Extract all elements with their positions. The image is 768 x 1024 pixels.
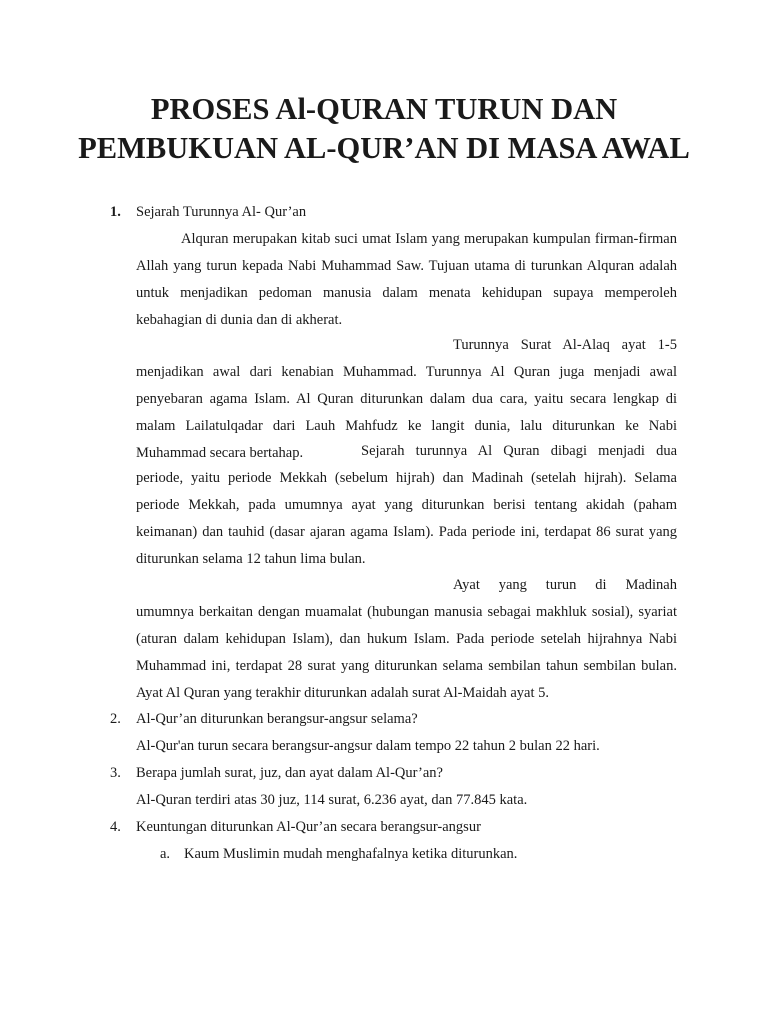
paragraph-1-2: Turunnya Surat Al-Alaq ayat 1-5 menjadikan awal dari kenabian Muhammad. Turunnya Al Quran juga menjadi awal penyebaran agama Islam. Al Quran diturunkan dalam dua cara, yaitu secara lengkap di malam Lailatulqadar dari Lauh Mahfudz ke langit dunia, lalu diturunkan ke Nabi Muhammad secara bertahap. [136,337,677,461]
list-marker-2: 2. [110,711,121,727]
list-marker-1: 1. [110,204,121,220]
document-title-line-2: PEMBUKUAN AL-QUR’AN DI MASA AWAL [78,131,690,165]
answer-3: Al-Quran terdiri atas 30 juz, 114 surat, 6.236 ayat, dan 77.845 kata. [136,792,528,808]
list-marker-4: 4. [110,819,121,835]
paragraph-1-3: Sejarah turunnya Al Quran dibagi menjadi dua periode, yaitu periode Mekkah (sebelum hijrah) dan Madinah (setelah hijrah). Selama periode Mekkah, pada umumnya ayat yang diturunkan berisi tentang akidah (paham keimanan) dan tauhid (dasar ajaran agama Islam). Pada periode ini, terdapat 86 surat yang diturunkan selama 12 tahun lima bulan. [136,443,677,567]
sublist-marker-a: a. [160,846,171,862]
question-2: Al-Qur’an diturunkan berangsur-angsur selama? [136,711,418,727]
section-heading-1: Sejarah Turunnya Al- Qur’an [136,204,307,220]
paragraph-1-1: Alquran merupakan kitab suci umat Islam yang merupakan kumpulan firman-firman Allah yang turun kepada Nabi Muhammad Saw. Tujuan utama di turunkan Alquran adalah untuk menjadikan pedoman manusia dalam menata kehidupan supaya memperoleh kebahagian di dunia dan di akherat. [136,231,677,328]
question-3: Berapa jumlah surat, juz, dan ayat dalam Al-Qur’an? [136,765,443,781]
list-marker-3: 3. [110,765,121,781]
question-4: Keuntungan diturunkan Al-Qur’an secara berangsur-angsur [136,819,481,835]
paragraph-1-4: Ayat yang turun di Madinah umumnya berkaitan dengan muamalat (hubungan manusia sebagai makhluk sosial), syariat (aturan dalam kehidupan Islam), dan hukum Islam. Pada periode setelah hijrahnya Nabi Muhammad ini, terdapat 28 surat yang diturunkan selama sembilan tahun sembilan bulan. Ayat Al Quran yang terakhir diturunkan adalah surat Al-Maidah ayat 5. [136,577,677,701]
sublist-item-a: Kaum Muslimin mudah menghafalnya ketika diturunkan. [184,846,518,862]
document-title-line-1: PROSES Al-QURAN TURUN DAN [150,92,618,126]
answer-2: Al-Qur'an turun secara berangsur-angsur dalam tempo 22 tahun 2 bulan 22 hari. [136,738,600,754]
